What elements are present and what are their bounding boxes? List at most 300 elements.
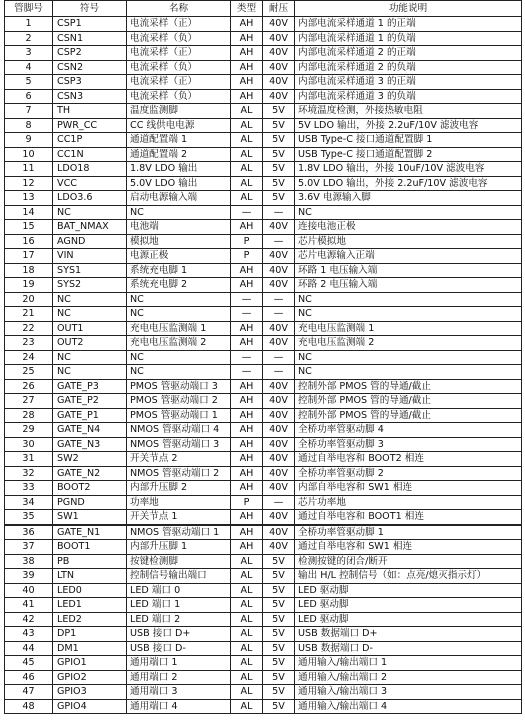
type-cell: AH xyxy=(231,394,263,409)
table-row xyxy=(5,510,522,525)
name-cell: 开关节点 2 xyxy=(127,452,231,467)
symbol-cell: GATE_P3 xyxy=(53,379,127,394)
table-row xyxy=(5,147,522,162)
pin-number-cell: 12 xyxy=(5,176,53,191)
header-function: 功能说明 xyxy=(295,1,522,17)
pin-number-cell: 44 xyxy=(5,641,53,656)
table-row xyxy=(5,205,522,220)
table-row xyxy=(5,133,522,148)
name-cell: 启动电源输入端 xyxy=(127,191,231,206)
type-cell: P xyxy=(231,249,263,264)
function-cell: 环路 1 电压输入端 xyxy=(295,263,522,278)
function-cell: NC xyxy=(295,350,522,365)
function-cell: LED 驱动脚 xyxy=(295,612,522,627)
pin-number-cell: 18 xyxy=(5,263,53,278)
table-row xyxy=(5,452,522,467)
pin-number-cell: 37 xyxy=(5,540,53,555)
voltage-cell: 40V xyxy=(263,263,295,278)
table-row xyxy=(5,437,522,452)
table-row xyxy=(5,31,522,46)
type-cell: AH xyxy=(231,510,263,525)
name-cell: 电池端 xyxy=(127,220,231,235)
symbol-cell: CSP3 xyxy=(53,75,127,90)
pin-number-cell: 4 xyxy=(5,60,53,75)
symbol-cell: GPIO1 xyxy=(53,656,127,671)
table-row xyxy=(5,670,522,685)
type-cell: AH xyxy=(231,17,263,32)
function-cell: USB Type-C 接口通道配置脚 1 xyxy=(295,133,522,148)
voltage-cell: — xyxy=(263,292,295,307)
type-cell: AL xyxy=(231,656,263,671)
symbol-cell: CSP2 xyxy=(53,46,127,61)
name-cell: NC xyxy=(127,292,231,307)
pin-number-cell: 5 xyxy=(5,75,53,90)
name-cell: NC xyxy=(127,365,231,380)
table-row xyxy=(5,394,522,409)
name-cell: 开关节点 1 xyxy=(127,510,231,525)
function-cell: 全桥功率管驱动脚 1 xyxy=(295,525,522,540)
type-cell: AH xyxy=(231,75,263,90)
type-cell: AH xyxy=(231,336,263,351)
symbol-cell: GATE_P2 xyxy=(53,394,127,409)
header-symbol: 符号 xyxy=(53,1,127,17)
voltage-cell: 5V xyxy=(263,612,295,627)
function-cell: 芯片电源输入正端 xyxy=(295,249,522,264)
symbol-cell: DM1 xyxy=(53,641,127,656)
symbol-cell: CSN1 xyxy=(53,31,127,46)
function-cell: USB 数据端口 D- xyxy=(295,641,522,656)
symbol-cell: NC xyxy=(53,292,127,307)
voltage-cell: — xyxy=(263,205,295,220)
symbol-cell: DP1 xyxy=(53,627,127,642)
function-cell: 充电电压监测端 1 xyxy=(295,321,522,336)
pin-number-cell: 40 xyxy=(5,583,53,598)
table-row xyxy=(5,495,522,510)
table-row xyxy=(5,263,522,278)
voltage-cell: 40V xyxy=(263,452,295,467)
function-cell: 连接电池正极 xyxy=(295,220,522,235)
voltage-cell: 40V xyxy=(263,249,295,264)
type-cell: AH xyxy=(231,423,263,438)
pin-number-cell: 47 xyxy=(5,685,53,700)
table-row xyxy=(5,365,522,380)
symbol-cell: SYS1 xyxy=(53,263,127,278)
name-cell: 充电电压监测端 1 xyxy=(127,321,231,336)
type-cell: P xyxy=(231,495,263,510)
function-cell: 通用输入/输出端口 3 xyxy=(295,685,522,700)
symbol-cell: GATE_P1 xyxy=(53,408,127,423)
pin-number-cell: 19 xyxy=(5,278,53,293)
symbol-cell: TH xyxy=(53,104,127,119)
name-cell: 通用端口 4 xyxy=(127,699,231,714)
function-cell: NC xyxy=(295,205,522,220)
pin-number-cell: 15 xyxy=(5,220,53,235)
type-cell: AL xyxy=(231,104,263,119)
voltage-cell: 5V xyxy=(263,583,295,598)
name-cell: NC xyxy=(127,205,231,220)
function-cell: NC xyxy=(295,307,522,322)
table-row xyxy=(5,321,522,336)
name-cell: 系统充电脚 1 xyxy=(127,263,231,278)
table-row xyxy=(5,162,522,177)
voltage-cell: — xyxy=(263,365,295,380)
table-row xyxy=(5,466,522,481)
name-cell: USB 接口 D- xyxy=(127,641,231,656)
voltage-cell: 5V xyxy=(263,554,295,569)
voltage-cell: 5V xyxy=(263,641,295,656)
type-cell: AH xyxy=(231,466,263,481)
symbol-cell: GATE_N2 xyxy=(53,466,127,481)
symbol-cell: PB xyxy=(53,554,127,569)
table-row xyxy=(5,408,522,423)
name-cell: 内部升压脚 2 xyxy=(127,481,231,496)
function-cell: 5V LDO 输出，外接 2.2uF/10V 滤波电容 xyxy=(295,118,522,133)
function-cell: USB Type-C 接口通道配置脚 2 xyxy=(295,147,522,162)
symbol-cell: NC xyxy=(53,307,127,322)
voltage-cell: 5V xyxy=(263,191,295,206)
header-pin-number: 管脚号 xyxy=(5,1,53,17)
table-row xyxy=(5,641,522,656)
table-row xyxy=(5,292,522,307)
header-voltage: 耐压 xyxy=(263,1,295,17)
symbol-cell: PWR_CC xyxy=(53,118,127,133)
function-cell: 3.6V 电源输入脚 xyxy=(295,191,522,206)
pin-number-cell: 46 xyxy=(5,670,53,685)
pin-number-cell: 9 xyxy=(5,133,53,148)
symbol-cell: LTN xyxy=(53,569,127,584)
voltage-cell: 5V xyxy=(263,162,295,177)
symbol-cell: LED2 xyxy=(53,612,127,627)
function-cell: NC xyxy=(295,292,522,307)
symbol-cell: NC xyxy=(53,205,127,220)
name-cell: 通用端口 1 xyxy=(127,656,231,671)
function-cell: LED 驱动脚 xyxy=(295,583,522,598)
function-cell: 输出 H/L 控制信号（如：点亮/熄灭指示灯） xyxy=(295,569,522,584)
function-cell: 芯片模拟地 xyxy=(295,234,522,249)
symbol-cell: LED1 xyxy=(53,598,127,613)
symbol-cell: VCC xyxy=(53,176,127,191)
table-row xyxy=(5,612,522,627)
voltage-cell: 40V xyxy=(263,437,295,452)
type-cell: AH xyxy=(231,263,263,278)
type-cell: AH xyxy=(231,220,263,235)
voltage-cell: 5V xyxy=(263,176,295,191)
function-cell: 内部电流采样通道 2 的正端 xyxy=(295,46,522,61)
name-cell: 通道配置端 2 xyxy=(127,147,231,162)
type-cell: — xyxy=(231,205,263,220)
function-cell: 控制外部 PMOS 管的导通/截止 xyxy=(295,394,522,409)
pin-number-cell: 17 xyxy=(5,249,53,264)
symbol-cell: OUT1 xyxy=(53,321,127,336)
symbol-cell: NC xyxy=(53,365,127,380)
type-cell: — xyxy=(231,365,263,380)
voltage-cell: 5V xyxy=(263,569,295,584)
pin-number-cell: 20 xyxy=(5,292,53,307)
pin-number-cell: 41 xyxy=(5,598,53,613)
pin-number-cell: 31 xyxy=(5,452,53,467)
table-row xyxy=(5,685,522,700)
voltage-cell: 40V xyxy=(263,321,295,336)
pin-number-cell: 10 xyxy=(5,147,53,162)
table-row xyxy=(5,118,522,133)
symbol-cell: GATE_N1 xyxy=(53,525,127,540)
voltage-cell: 40V xyxy=(263,31,295,46)
pin-number-cell: 39 xyxy=(5,569,53,584)
name-cell: PMOS 管驱动端口 2 xyxy=(127,394,231,409)
type-cell: AH xyxy=(231,437,263,452)
name-cell: 1.8V LDO 输出 xyxy=(127,162,231,177)
type-cell: — xyxy=(231,350,263,365)
symbol-cell: CSN3 xyxy=(53,89,127,104)
pin-number-cell: 27 xyxy=(5,394,53,409)
name-cell: 功率地 xyxy=(127,495,231,510)
type-cell: AH xyxy=(231,89,263,104)
function-cell: 环路 2 电压输入端 xyxy=(295,278,522,293)
name-cell: 系统充电脚 2 xyxy=(127,278,231,293)
function-cell: 内部电流采样通道 2 的负端 xyxy=(295,60,522,75)
pin-number-cell: 34 xyxy=(5,495,53,510)
name-cell: 充电电压监测端 2 xyxy=(127,336,231,351)
pin-number-cell: 6 xyxy=(5,89,53,104)
voltage-cell: 40V xyxy=(263,336,295,351)
voltage-cell: 40V xyxy=(263,89,295,104)
symbol-cell: CC1N xyxy=(53,147,127,162)
table-body xyxy=(5,17,522,714)
pin-definition-table xyxy=(4,0,522,714)
type-cell: P xyxy=(231,234,263,249)
name-cell: NMOS 管驱动端口 4 xyxy=(127,423,231,438)
symbol-cell: LDO18 xyxy=(53,162,127,177)
type-cell: AL xyxy=(231,162,263,177)
type-cell: AL xyxy=(231,118,263,133)
table-row xyxy=(5,569,522,584)
name-cell: NMOS 管驱动端口 2 xyxy=(127,466,231,481)
type-cell: AH xyxy=(231,278,263,293)
name-cell: 电流采样（正） xyxy=(127,17,231,32)
symbol-cell: LED0 xyxy=(53,583,127,598)
name-cell: 5.0V LDO 输出 xyxy=(127,176,231,191)
voltage-cell: 5V xyxy=(263,699,295,714)
type-cell: AH xyxy=(231,408,263,423)
type-cell: AL xyxy=(231,569,263,584)
voltage-cell: 40V xyxy=(263,17,295,32)
function-cell: 全桥功率管驱动脚 4 xyxy=(295,423,522,438)
pin-number-cell: 24 xyxy=(5,350,53,365)
type-cell: — xyxy=(231,307,263,322)
symbol-cell: GATE_N4 xyxy=(53,423,127,438)
type-cell: AH xyxy=(231,60,263,75)
function-cell: 通过自举电容和 SW1 相连 xyxy=(295,540,522,555)
type-cell: AH xyxy=(231,379,263,394)
header-type: 类型 xyxy=(231,1,263,17)
voltage-cell: 5V xyxy=(263,104,295,119)
voltage-cell: 5V xyxy=(263,147,295,162)
table-row xyxy=(5,191,522,206)
pin-number-cell: 28 xyxy=(5,408,53,423)
voltage-cell: 5V xyxy=(263,670,295,685)
name-cell: NMOS 管驱动端口 1 xyxy=(127,525,231,540)
type-cell: AH xyxy=(231,321,263,336)
table-row xyxy=(5,627,522,642)
type-cell: AL xyxy=(231,685,263,700)
table-row xyxy=(5,278,522,293)
symbol-cell: SW1 xyxy=(53,510,127,525)
type-cell: AH xyxy=(231,481,263,496)
symbol-cell: AGND xyxy=(53,234,127,249)
symbol-cell: PGND xyxy=(53,495,127,510)
symbol-cell: GPIO4 xyxy=(53,699,127,714)
symbol-cell: BOOT2 xyxy=(53,481,127,496)
name-cell: NMOS 管驱动端口 3 xyxy=(127,437,231,452)
function-cell: 内部自举电容和 SW1 相连 xyxy=(295,481,522,496)
type-cell: — xyxy=(231,292,263,307)
table-row xyxy=(5,46,522,61)
function-cell: 充电电压监测端 2 xyxy=(295,336,522,351)
function-cell: 内部电流采样通道 1 的负端 xyxy=(295,31,522,46)
table-row xyxy=(5,554,522,569)
function-cell: 检测按键的闭合/断开 xyxy=(295,554,522,569)
type-cell: AH xyxy=(231,540,263,555)
table-row xyxy=(5,481,522,496)
pin-number-cell: 32 xyxy=(5,466,53,481)
symbol-cell: CC1P xyxy=(53,133,127,148)
table-row xyxy=(5,423,522,438)
pin-number-cell: 36 xyxy=(5,525,53,540)
table-row xyxy=(5,89,522,104)
pin-number-cell: 38 xyxy=(5,554,53,569)
name-cell: CC 线供电电源 xyxy=(127,118,231,133)
pin-number-cell: 1 xyxy=(5,17,53,32)
voltage-cell: 5V xyxy=(263,685,295,700)
type-cell: AL xyxy=(231,147,263,162)
name-cell: 模拟地 xyxy=(127,234,231,249)
type-cell: AL xyxy=(231,583,263,598)
function-cell: 内部电流采样通道 3 的负端 xyxy=(295,89,522,104)
type-cell: AH xyxy=(231,452,263,467)
name-cell: 通道配置端 1 xyxy=(127,133,231,148)
table-row xyxy=(5,583,522,598)
type-cell: AL xyxy=(231,641,263,656)
pin-number-cell: 45 xyxy=(5,656,53,671)
type-cell: AL xyxy=(231,554,263,569)
pin-number-cell: 2 xyxy=(5,31,53,46)
type-cell: AH xyxy=(231,46,263,61)
table-row xyxy=(5,336,522,351)
table-row xyxy=(5,307,522,322)
function-cell: 内部电流采样通道 1 的正端 xyxy=(295,17,522,32)
table-row xyxy=(5,75,522,90)
name-cell: 通用端口 2 xyxy=(127,670,231,685)
name-cell: 控制信号输出端口 xyxy=(127,569,231,584)
voltage-cell: 5V xyxy=(263,656,295,671)
table-row xyxy=(5,379,522,394)
name-cell: LED 端口 2 xyxy=(127,612,231,627)
symbol-cell: SYS2 xyxy=(53,278,127,293)
type-cell: AL xyxy=(231,133,263,148)
table-row xyxy=(5,234,522,249)
type-cell: AL xyxy=(231,191,263,206)
pin-number-cell: 43 xyxy=(5,627,53,642)
function-cell: 全桥功率管驱动脚 3 xyxy=(295,437,522,452)
function-cell: LED 驱动脚 xyxy=(295,598,522,613)
type-cell: AL xyxy=(231,670,263,685)
pin-number-cell: 3 xyxy=(5,46,53,61)
voltage-cell: 40V xyxy=(263,525,295,540)
name-cell: 电流采样（负） xyxy=(127,89,231,104)
table-row xyxy=(5,699,522,714)
voltage-cell: 40V xyxy=(263,46,295,61)
type-cell: AL xyxy=(231,612,263,627)
name-cell: USB 接口 D+ xyxy=(127,627,231,642)
name-cell: 电流采样（负） xyxy=(127,60,231,75)
function-cell: 通用输入/输出端口 1 xyxy=(295,656,522,671)
voltage-cell: — xyxy=(263,495,295,510)
function-cell: 芯片功率地 xyxy=(295,495,522,510)
voltage-cell: 40V xyxy=(263,408,295,423)
function-cell: 通过自举电容和 BOOT1 相连 xyxy=(295,510,522,525)
name-cell: 电源正极 xyxy=(127,249,231,264)
type-cell: AL xyxy=(231,598,263,613)
type-cell: AL xyxy=(231,699,263,714)
table-row xyxy=(5,60,522,75)
symbol-cell: NC xyxy=(53,350,127,365)
table-row xyxy=(5,525,522,540)
voltage-cell: 40V xyxy=(263,220,295,235)
name-cell: NC xyxy=(127,350,231,365)
voltage-cell: — xyxy=(263,234,295,249)
symbol-cell: SW2 xyxy=(53,452,127,467)
name-cell: 电流采样（正） xyxy=(127,46,231,61)
pin-table-page xyxy=(4,0,521,714)
voltage-cell: 40V xyxy=(263,394,295,409)
symbol-cell: VIN xyxy=(53,249,127,264)
voltage-cell: 40V xyxy=(263,510,295,525)
table-row xyxy=(5,220,522,235)
symbol-cell: LDO3.6 xyxy=(53,191,127,206)
name-cell: PMOS 管驱动端口 1 xyxy=(127,408,231,423)
symbol-cell: BOOT1 xyxy=(53,540,127,555)
pin-number-cell: 42 xyxy=(5,612,53,627)
pin-number-cell: 33 xyxy=(5,481,53,496)
pin-number-cell: 21 xyxy=(5,307,53,322)
voltage-cell: 40V xyxy=(263,540,295,555)
pin-number-cell: 48 xyxy=(5,699,53,714)
pin-number-cell: 26 xyxy=(5,379,53,394)
function-cell: NC xyxy=(295,365,522,380)
table-row xyxy=(5,598,522,613)
name-cell: PMOS 管驱动端口 3 xyxy=(127,379,231,394)
pin-number-cell: 30 xyxy=(5,437,53,452)
type-cell: AH xyxy=(231,31,263,46)
function-cell: 通用输入/输出端口 4 xyxy=(295,699,522,714)
table-row xyxy=(5,656,522,671)
pin-number-cell: 22 xyxy=(5,321,53,336)
voltage-cell: 40V xyxy=(263,75,295,90)
table-row xyxy=(5,104,522,119)
type-cell: AL xyxy=(231,176,263,191)
pin-number-cell: 35 xyxy=(5,510,53,525)
voltage-cell: 40V xyxy=(263,379,295,394)
pin-number-cell: 16 xyxy=(5,234,53,249)
voltage-cell: 40V xyxy=(263,481,295,496)
type-cell: AH xyxy=(231,525,263,540)
pin-number-cell: 25 xyxy=(5,365,53,380)
voltage-cell: 5V xyxy=(263,133,295,148)
function-cell: 全桥功率管驱动脚 2 xyxy=(295,466,522,481)
function-cell: 控制外部 PMOS 管的导通/截止 xyxy=(295,379,522,394)
name-cell: LED 端口 1 xyxy=(127,598,231,613)
function-cell: 内部电流采样通道 3 的正端 xyxy=(295,75,522,90)
